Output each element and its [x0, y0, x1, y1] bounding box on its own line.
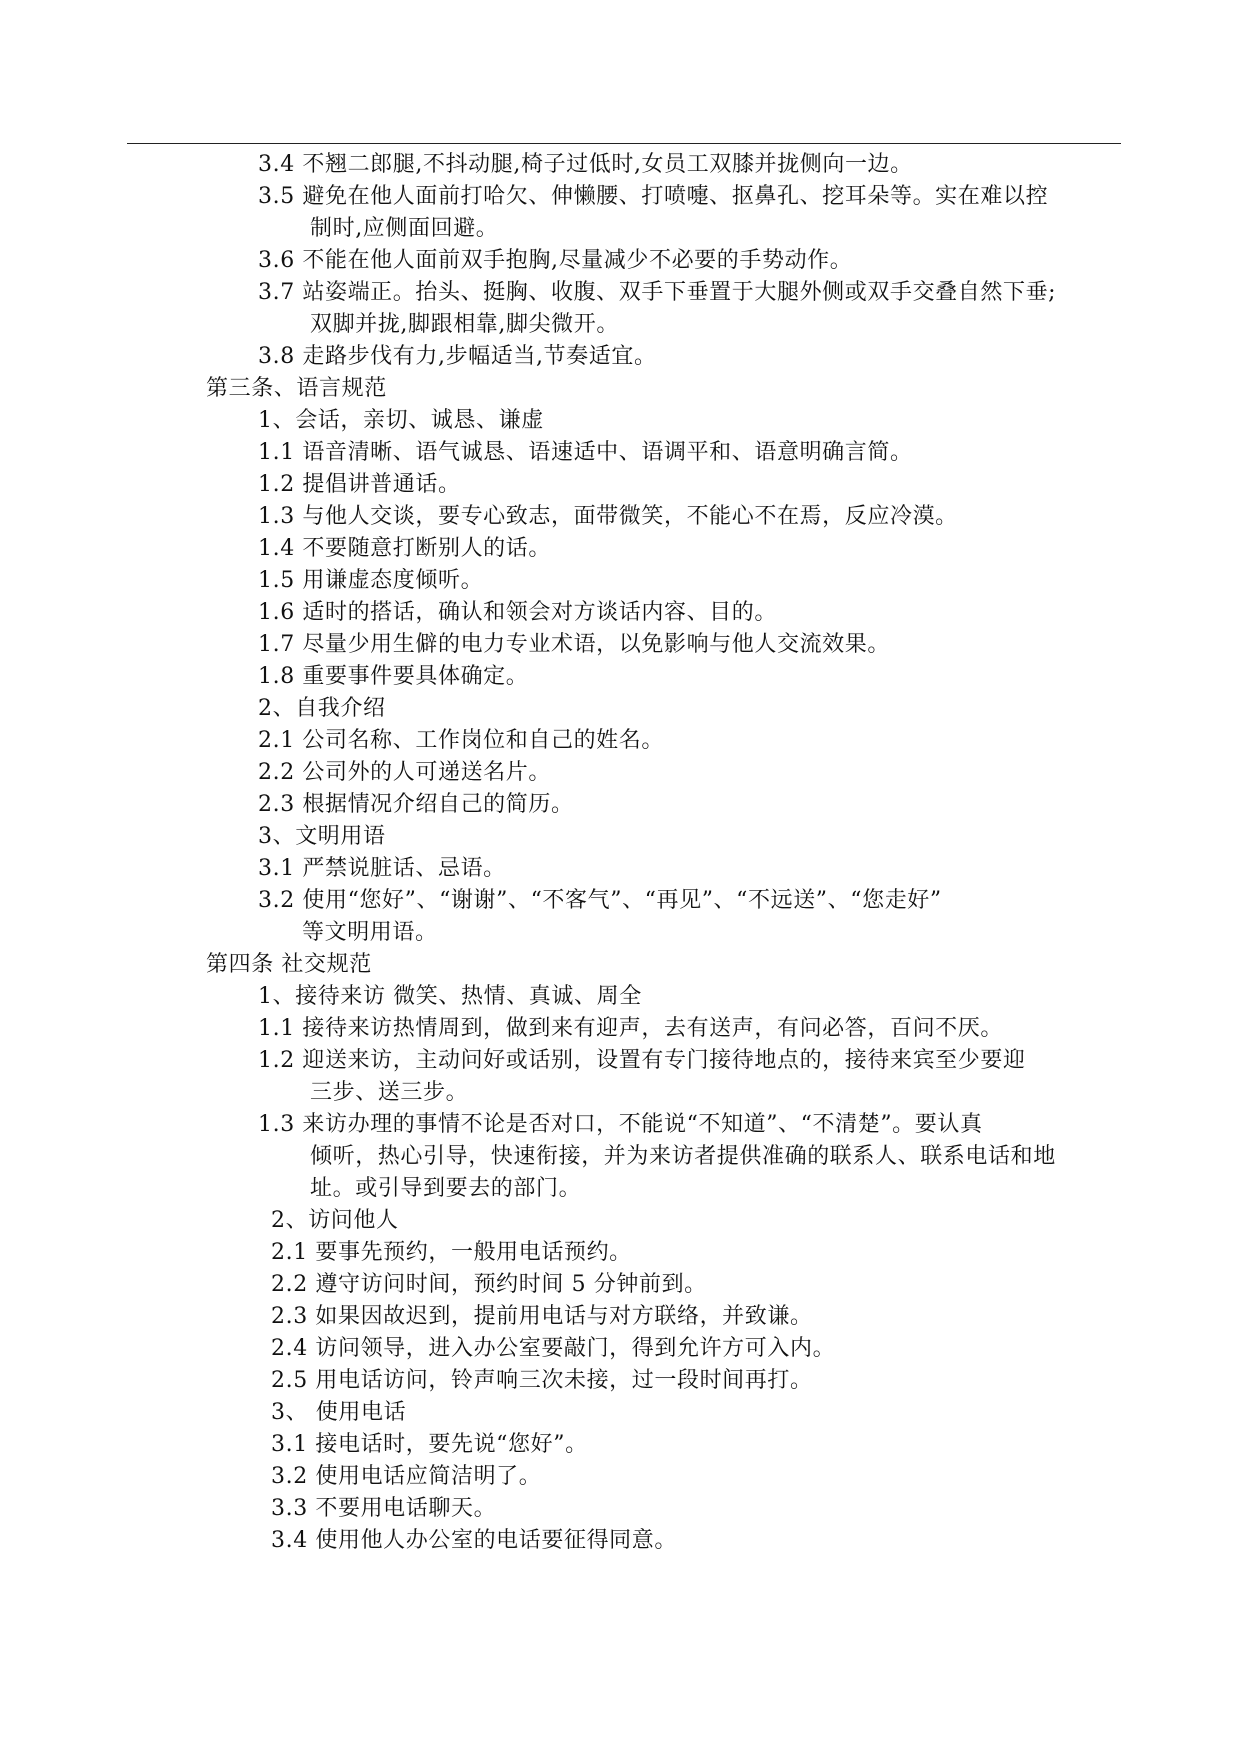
document-line: 2.1 公司名称、工作岗位和自己的姓名。 — [258, 728, 664, 753]
document-line: 1.8 重要事件要具体确定。 — [258, 664, 529, 689]
document-line: 3.3 不要用电话聊天。 — [271, 1496, 497, 1521]
document-line: 1.4 不要随意打断别人的话。 — [258, 536, 551, 561]
document-line: 1.3 来访办理的事情不论是否对口，不能说“不知道”、“不清楚”。要认真 — [258, 1112, 983, 1137]
section-heading: 第四条 社交规范 — [206, 952, 372, 977]
document-line: 1.2 迎送来访，主动问好或话别，设置有专门接待地点的，接待来宾至少要迎 — [258, 1048, 1026, 1073]
document-line: 2.3 根据情况介绍自己的简历。 — [258, 792, 574, 817]
document-line: 3.5 避免在他人面前打哈欠、伸懒腰、打喷嚏、抠鼻孔、挖耳朵等。实在难以控 — [258, 184, 1049, 209]
subsection-heading: 3、 使用电话 — [271, 1400, 407, 1425]
section-heading: 第三条、语言规范 — [206, 376, 387, 401]
document-line: 3.4 不翘二郎腿,不抖动腿,椅子过低时,女员工双膝并拢侧向一边。 — [258, 152, 913, 177]
document-line: 3.8 走路步伐有力,步幅适当,节奏适宜。 — [258, 344, 657, 369]
document-line: 1.3 与他人交谈，要专心致志，面带微笑，不能心不在焉，反应冷漠。 — [258, 504, 958, 529]
document-line: 2.2 遵守访问时间，预约时间 5 分钟前到。 — [271, 1272, 707, 1297]
document-line: 双脚并拢,脚跟相靠,脚尖微开。 — [310, 312, 619, 337]
document-line: 1.1 接待来访热情周到，做到来有迎声，去有送声，有问必答，百问不厌。 — [258, 1016, 1003, 1041]
subsection-heading: 1、会话，亲切、诚恳、谦虚 — [258, 408, 544, 433]
document-line: 3.6 不能在他人面前双手抱胸,尽量减少不必要的手势动作。 — [258, 248, 853, 273]
document-line: 2.1 要事先预约，一般用电话预约。 — [271, 1240, 632, 1265]
document-line: 1.1 语音清晰、语气诚恳、语速适中、语调平和、语意明确言简。 — [258, 440, 913, 465]
document-line: 制时,应侧面回避。 — [310, 216, 499, 241]
document-line: 3.1 严禁说脏话、忌语。 — [258, 856, 506, 881]
document-line: 1.7 尽量少用生僻的电力专业术语，以免影响与他人交流效果。 — [258, 632, 890, 657]
document-line: 1.5 用谦虚态度倾听。 — [258, 568, 484, 593]
header-rule — [127, 143, 1121, 144]
subsection-heading: 1、接待来访 微笑、热情、真诚、周全 — [258, 984, 642, 1009]
document-line: 三步、送三步。 — [310, 1080, 469, 1105]
document-line: 3.2 使用电话应简洁明了。 — [271, 1464, 542, 1489]
subsection-heading: 2、访问他人 — [271, 1208, 399, 1233]
document-line: 3.7 站姿端正。抬头、挺胸、收腹、双手下垂置于大腿外侧或双手交叠自然下垂; — [258, 280, 1057, 305]
document-line: 址。或引导到要去的部门。 — [310, 1176, 582, 1201]
document-line: 1.2 提倡讲普通话。 — [258, 472, 461, 497]
document-line: 1.6 适时的搭话，确认和领会对方谈话内容、目的。 — [258, 600, 777, 625]
document-line: 3.4 使用他人办公室的电话要征得同意。 — [271, 1528, 677, 1553]
subsection-heading: 3、文明用语 — [258, 824, 386, 849]
subsection-heading: 2、自我介绍 — [258, 696, 386, 721]
document-line: 倾听，热心引导，快速衔接，并为来访者提供准确的联系人、联系电话和地 — [310, 1144, 1056, 1169]
document-line: 3.1 接电话时，要先说“您好”。 — [271, 1432, 588, 1457]
document-line: 等文明用语。 — [302, 920, 438, 945]
document-line: 2.5 用电话访问，铃声响三次未接，过一段时间再打。 — [271, 1368, 813, 1393]
document-line: 3.2 使用“您好”、“谢谢”、“不客气”、“再见”、“不远送”、“您走好” — [258, 888, 942, 913]
document-line: 2.2 公司外的人可递送名片。 — [258, 760, 551, 785]
document-line: 2.3 如果因故迟到，提前用电话与对方联络，并致谦。 — [271, 1304, 813, 1329]
document-line: 2.4 访问领导，进入办公室要敲门，得到允许方可入内。 — [271, 1336, 836, 1361]
